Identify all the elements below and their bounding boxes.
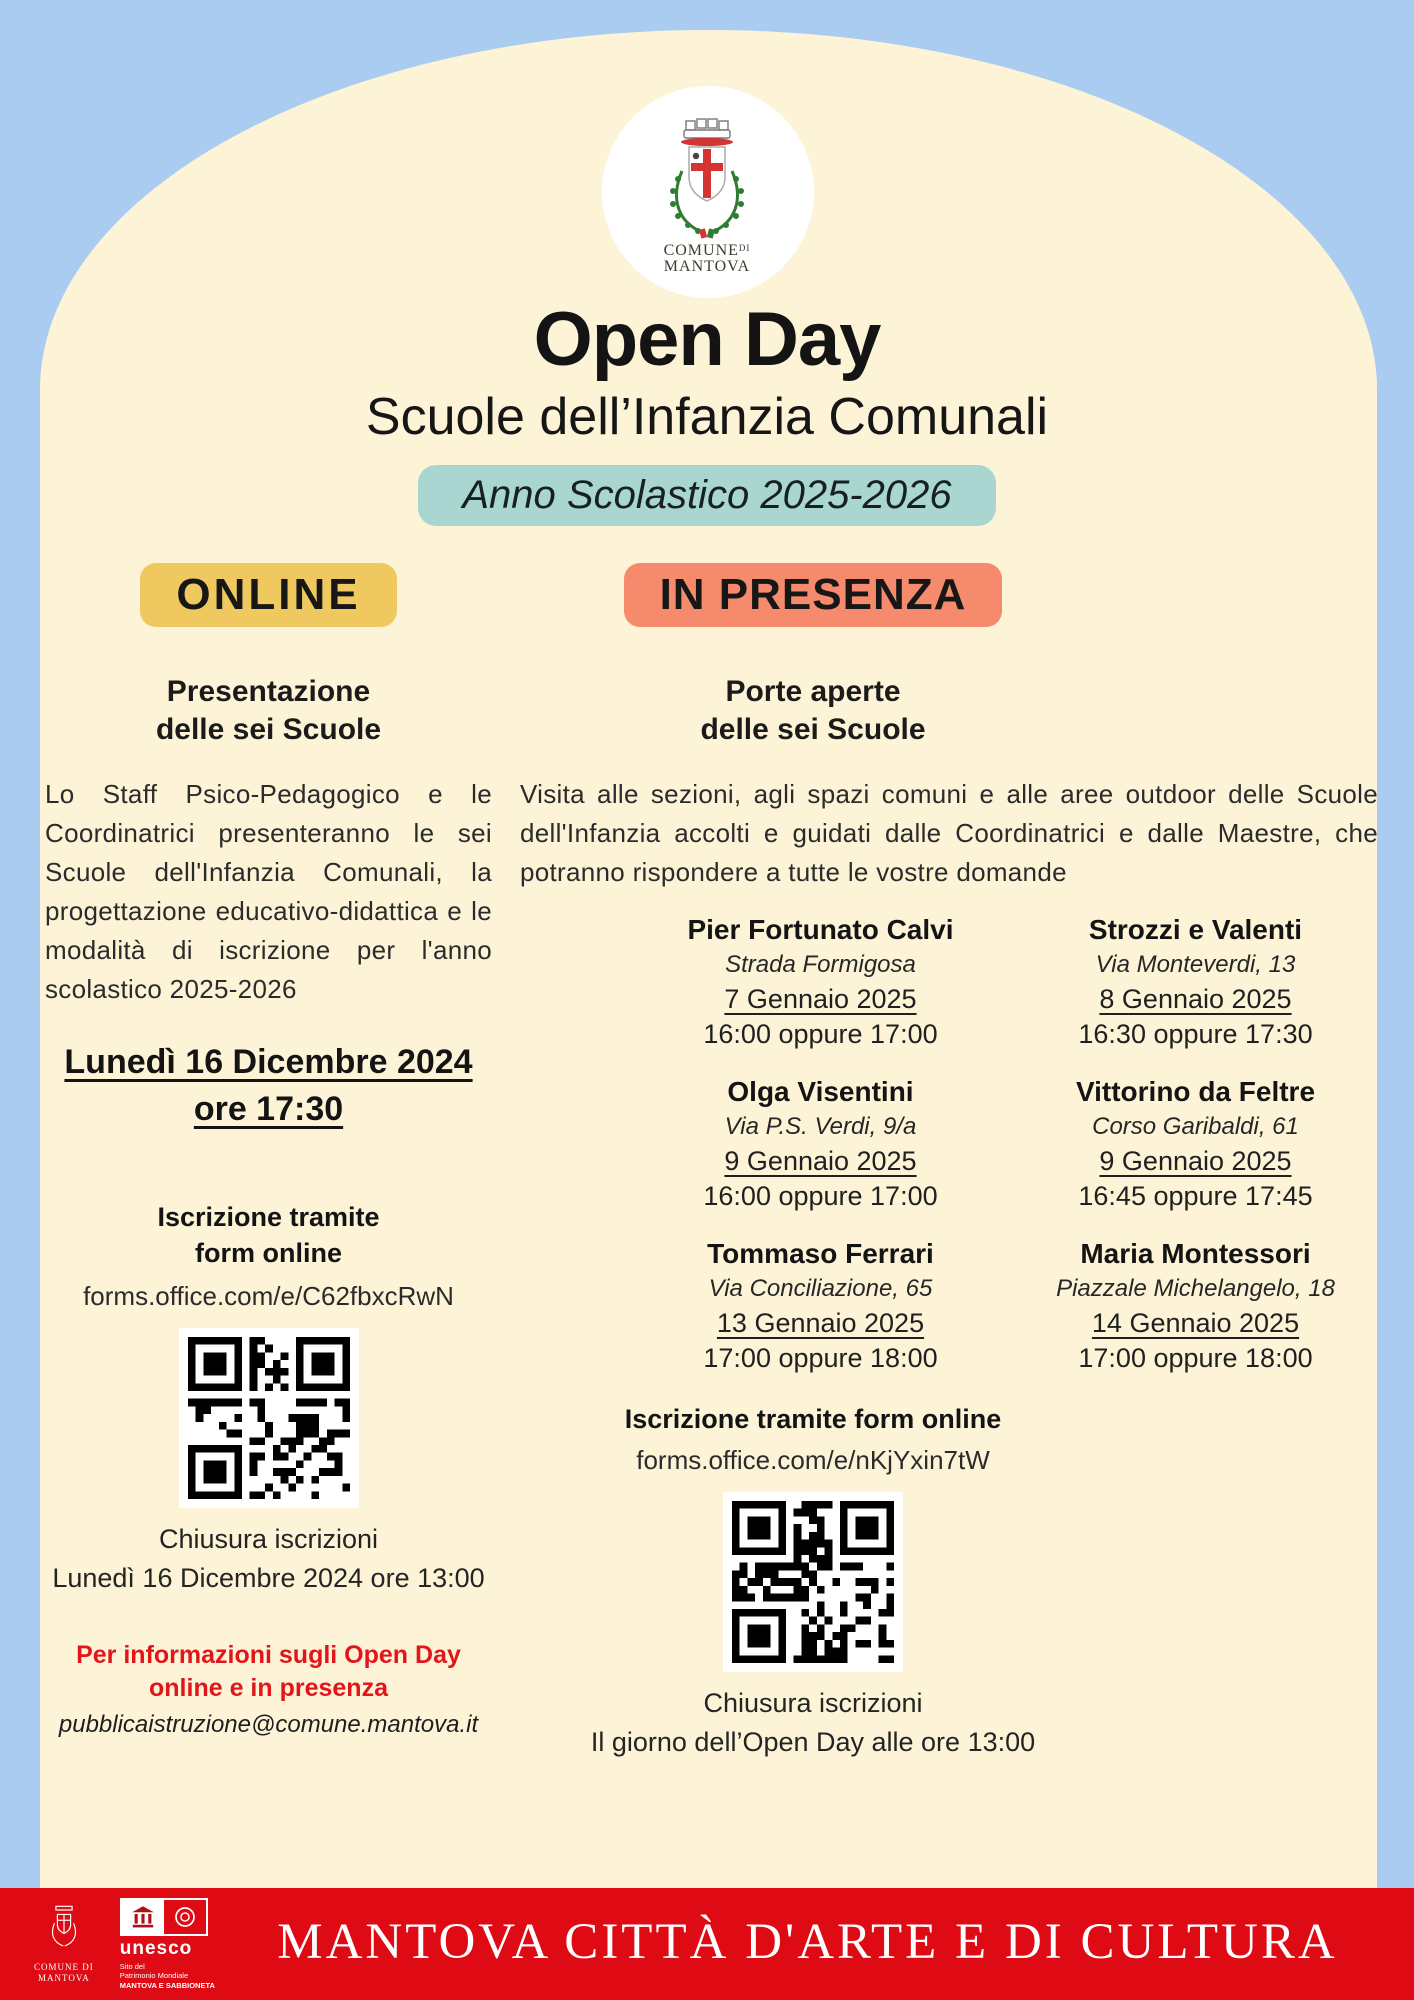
unesco-temple-icon [122, 1900, 164, 1934]
footer-crest-icon [42, 1904, 86, 1960]
logo-text-comune: $COMUNE^{DI}$ [663, 242, 751, 259]
page-subtitle: Scuole dell’Infanzia Comunali [365, 388, 1049, 446]
online-form-label: Iscrizione tramite form online [157, 1201, 380, 1268]
presenza-qr-code [723, 1492, 903, 1672]
mantova-crest-icon [643, 110, 773, 274]
online-closing: Chiusura iscrizioni Lunedì 16 Dicembre 2024 ore 13:00 [52, 1524, 485, 1594]
unesco-subtext: Sito del Patrimonio Mondiale MANTOVA E SABBIONETA [119, 1961, 215, 1990]
online-badge: ONLINE [140, 563, 396, 627]
footer-comune-logo [34, 1904, 94, 1984]
header [0, 296, 1414, 526]
online-form-url[interactable]: forms.office.com/e/C62fbxcRwN [83, 1281, 454, 1312]
page-title: Open Day [533, 297, 881, 382]
logo-text-mantova: MANTOVA [663, 258, 751, 274]
unesco-wordmark: unesco [119, 1937, 193, 1959]
presenza-section [520, 563, 1378, 1762]
footer-banner [0, 1888, 1414, 2000]
school-year-badge: Anno Scolastico 2025-2026 [418, 465, 995, 526]
info-notice: Per informazioni sugli Open Day online e in presenza [76, 1640, 461, 1702]
schools-grid [638, 914, 1378, 1374]
school-card-strozzi-valenti: Strozzi e Valenti Via Monteverdi, 13 8 Gennaio 2025 16:30 oppure 17:30 [1078, 913, 1313, 1049]
presenza-heading: Porte aperte delle sei Scuole [700, 675, 926, 747]
info-email[interactable]: pubblicaistruzione@comune.mantova.it [58, 1710, 479, 1738]
unesco-emblem-icon [164, 1900, 206, 1934]
unesco-box [120, 1898, 208, 1936]
comune-mantova-logo [602, 86, 814, 298]
online-date: Lunedì 16 Dicembre 2024 ore 17:30 [64, 1042, 473, 1129]
online-heading: Presentazione delle sei Scuole [155, 675, 382, 747]
school-card-ferrari: Tommaso Ferrari Via Conciliazione, 65 13 Gennaio 2025 17:00 oppure 18:00 [703, 1237, 938, 1373]
school-card-montessori: Maria Montessori Piazzale Michelangelo, 18 14 Gennaio 2025 17:00 oppure 18:00 [1056, 1237, 1335, 1373]
school-card-visentini: Olga Visentini Via P.S. Verdi, 9/a 9 Gennaio 2025 16:00 oppure 17:00 [703, 1075, 938, 1211]
presenza-badge: IN PRESENZA [624, 563, 1003, 627]
presenza-description: Visita alle sezioni, agli spazi comuni e alle aree outdoor delle Scuole dell'Infanzia accolti e guidati dalle Coordinatrici e dalle Maestre, che potranno rispondere a tutte le vostre domande [520, 778, 1378, 887]
banner-slogan: MANTOVA CITTÀ D'ARTE E DI CULTURA [277, 1914, 1338, 1970]
school-card-calvi: Pier Fortunato Calvi Strada Formigosa 7 Gennaio 2025 16:00 oppure 17:00 [687, 913, 954, 1049]
presenza-form-url[interactable]: forms.office.com/e/nKjYxin7tW [636, 1444, 990, 1475]
footer-unesco-logo [120, 1898, 215, 1990]
online-qr-code [179, 1328, 359, 1508]
online-description: Lo Staff Psico-Pedagogico e le Coordinatrici presenteranno le sei Scuole dell'Infanzia Comunali, la progettazione educativo-didattica e le modalità di iscrizione per l'anno scolastico 2025-2026 [45, 778, 492, 1004]
school-card-vittorino: Vittorino da Feltre Corso Garibaldi, 61 9 Gennaio 2025 16:45 oppure 17:45 [1075, 1075, 1316, 1211]
footer-comune-text: COMUNE DI MANTOVA [34, 1962, 94, 1983]
presenza-closing: Chiusura iscrizioni Il giorno dell’Open Day alle ore 13:00 [590, 1687, 1036, 1757]
online-section [45, 563, 492, 1739]
presenza-form-label: Iscrizione tramite form online [624, 1403, 1002, 1434]
